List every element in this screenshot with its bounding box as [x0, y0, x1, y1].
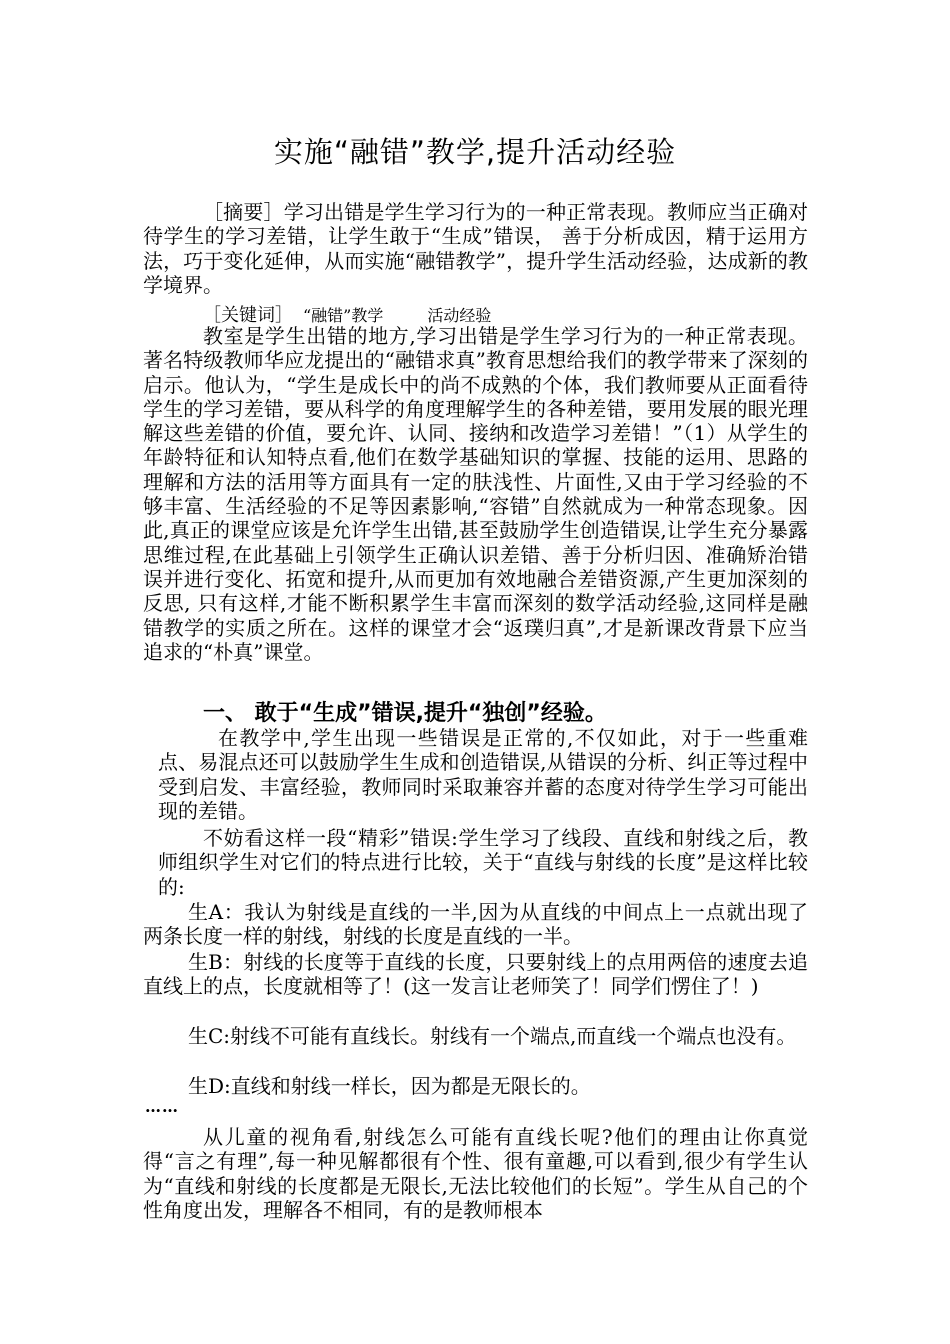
- ellipsis: ……: [145, 1097, 179, 1116]
- student-b-remark: 生B：射线的长度等于直线的长度，只要射线上的点用两倍的速度去追直线上的点，长度就相等了！(这一发言让老师笑了！同学们愣住了！): [143, 950, 808, 999]
- section-1-paragraph-2: 不妨看这样一段“精彩”错误:学生学习了线段、直线和射线之后，教师组织学生对它们的特点进行比较，关于“直线与射线的长度”是这样比较的:: [158, 826, 808, 899]
- student-c-remark: 生C:射线不可能有直线长。射线有一个端点,而直线一个端点也没有。: [188, 1024, 797, 1048]
- student-d-remark: 生D:直线和射线一样长，因为都是无限长的。: [188, 1074, 591, 1098]
- document-title: 实施“融错”教学,提升活动经验: [273, 135, 677, 169]
- closing-paragraph: 从儿童的视角看,射线怎么可能有直线长呢?他们的理由让你真觉得“言之有理”,每一种见解都很有个性、很有童趣,可以看到,很少有学生认为“直线和射线的长度都是无限长,无法比较他们的长短”。学生从自己的个性角度出发，理解各不相同，有的是教师根本: [143, 1125, 808, 1222]
- abstract-text: 学习出错是学生学习行为的一种正常表现。教师应当正确对待学生的学习差错，让学生敢于“生成”错误， 善于分析成因，精于运用方法，巧于变化延伸，从而实施“融错教学”，提升学生活动经验，达成新的教学境界。: [143, 200, 809, 297]
- keyword-2: 活动经验: [427, 306, 492, 325]
- keyword-1: “融错”教学: [303, 306, 384, 325]
- section-1-paragraph-1: 在教学中,学生出现一些错误是正常的,不仅如此，对于一些重难点、易混点还可以鼓励学生生成和创造错误,从错误的分析、纠正等过程中受到启发、丰富经验，教师同时采取兼容并蓄的态度对待学生学习可能出现的差错。: [158, 726, 808, 823]
- abstract-label: ［摘要］: [203, 200, 284, 224]
- abstract-paragraph: [143, 200, 808, 297]
- section-1-heading: 一、 敢于“生成”错误,提升“独创”经验。: [203, 701, 607, 726]
- student-a-remark: 生A：我认为射线是直线的一半,因为从直线的中间点上一点就出现了两条长度一样的射线，射线的长度是直线的一半。: [143, 900, 808, 949]
- intro-paragraph: 教室是学生出错的地方,学习出错是学生学习行为的一种正常表现。著名特级教师华应龙提出的“融错求真”教育思想给我们的教学带来了深刻的启示。他认为，“学生是成长中的尚不成熟的个体，我们教师要从正面看待学生的学习差错，要从科学的角度理解学生的各种差错，要用发展的眼光理解这些差错的价值，要允许、认同、接纳和改造学习差错！”（1）从学生的年龄特征和认知特点看,他们在数学基础知识的掌握、技能的运用、思路的理解和方法的活用等方面具有一定的肤浅性、片面性,又由于学习经验的不够丰富、生活经验的不足等因素影响,“容错”自然就成为一种常态现象。因此,真正的课堂应该是允许学生出错,甚至鼓励学生创造错误,让学生充分暴露思维过程,在此基础上引领学生正确认识差错、善于分析归因、准确矫治错误并进行变化、拓宽和提升,从而更加有效地融合差错资源,产生更加深刻的反思, 只有这样,才能不断积累学生丰富而深刻的数学活动经验,这同样是融错教学的实质之所在。这样的课堂才会“返璞归真”,才是新课改背景下应当追求的“朴真”课堂。: [143, 324, 808, 664]
- keywords-label: ［关键词］: [203, 305, 293, 326]
